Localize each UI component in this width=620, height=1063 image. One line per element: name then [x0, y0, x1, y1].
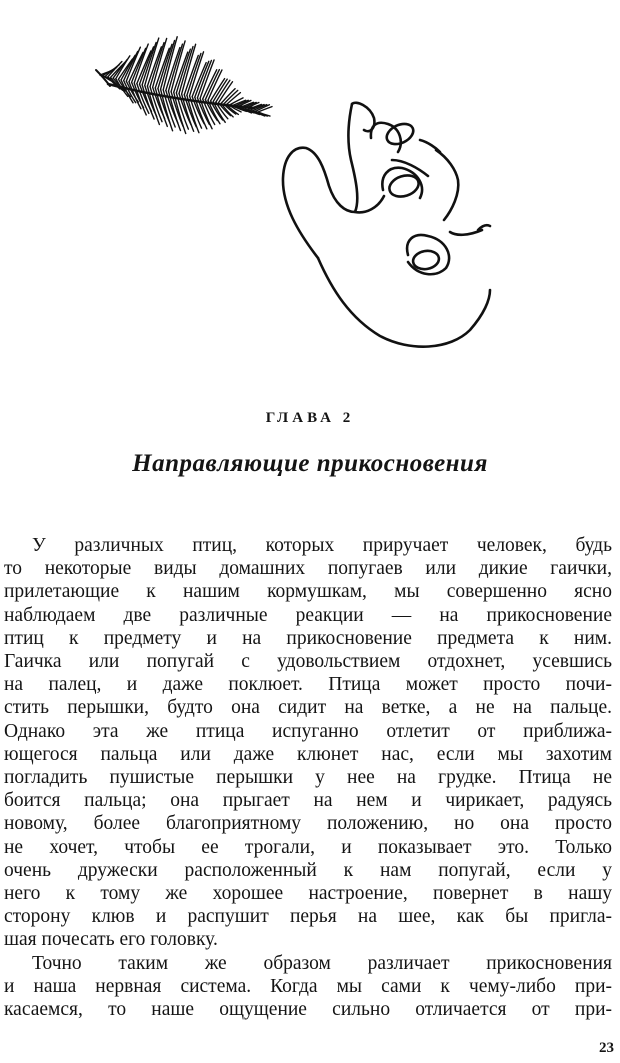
text-line: наблюдаем две различные реакции — на прикосновение	[4, 604, 612, 626]
body-text	[4, 534, 612, 1021]
text-line: шая почесать его головку.	[4, 929, 218, 951]
text-line: не хочет, чтобы ее трогали, и показывает это. Только	[4, 836, 612, 858]
text-line: касаемся, то наше ощущение сильно отличается от при-	[4, 999, 612, 1021]
text-line: на палец, и даже поклюет. Птица может просто почи-	[4, 674, 612, 696]
chapter-label: ГЛАВА 2	[265, 410, 355, 426]
illustration	[0, 0, 620, 380]
text-line: ющегося пальца или даже клюнет нас, если мы захотим	[4, 743, 612, 765]
chapter-title: Направляющие прикосновения	[132, 450, 488, 477]
text-line: Точно таким же образом различает прикосновения	[32, 952, 612, 974]
text-line: боится пальца; она прыгает на нем и чирикает, радуясь	[4, 790, 612, 812]
text-line: новому, более благоприятному положению, но она просто	[4, 813, 612, 835]
text-line: Однако эта же птица испуганно отлетит от приближа-	[4, 720, 612, 742]
text-line: прилетающие к нашим кормушкам, мы совершенно ясно	[4, 581, 612, 603]
feather-icon	[96, 37, 272, 134]
text-line: сторону клюв и распушит перья на шее, как бы пригла-	[4, 906, 612, 928]
text-line: него к тому же хорошее настроение, повернет в нашу	[4, 883, 612, 905]
text-line: погладить пушистые перышки у нее на грудке. Птица не	[4, 767, 612, 789]
text-line: то некоторые виды домашних попугаев или дикие гаички,	[4, 558, 612, 580]
page-number: 23	[599, 1040, 614, 1056]
text-line: У различных птиц, которых приручает человек, будь	[32, 535, 612, 556]
text-line: стить перышки, будто она сидит на ветке, а не на пальце.	[4, 697, 612, 719]
text-line: Гаичка или попугай с удовольствием отдохнет, усевшись	[4, 651, 612, 673]
text-line: птиц к предмету и на прикосновение предмета к ним.	[4, 627, 612, 649]
hand-icon	[283, 103, 490, 347]
text-line: очень дружески расположенный к нам попугай, если у	[4, 859, 612, 881]
text-line: и наша нервная система. Когда мы сами к чему-либо при-	[4, 975, 612, 997]
